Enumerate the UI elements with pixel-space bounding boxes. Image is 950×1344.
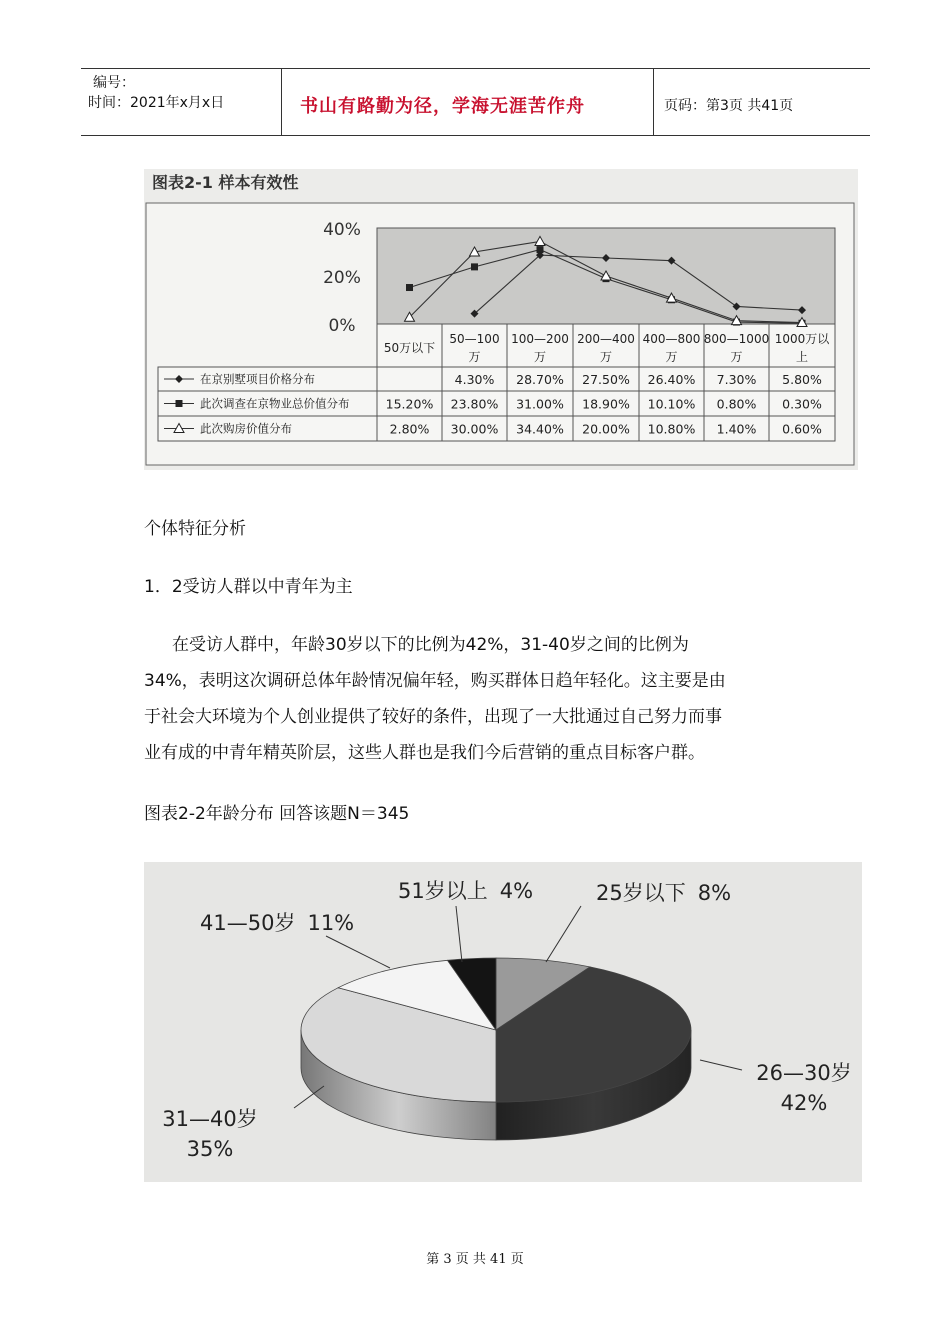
paragraph-line: 业有成的中青年精英阶层，这些人群也是我们今后营销的重点目标客户群。 [144,743,705,763]
data-label: 0.60% [782,421,822,437]
slice-percent: 42% [780,1091,828,1115]
data-label: 20.00% [582,421,630,437]
data-label: 0.80% [716,396,757,412]
y-tick-label: 20% [323,268,361,288]
data-label: 1.40% [716,421,757,437]
data-label: 15.20% [385,396,434,412]
legend-label: 在京别墅项目价格分布 [200,372,315,386]
pie-chart [144,862,862,1182]
slice-label: 31—40岁 [162,1107,258,1131]
header-divider [653,68,654,136]
x-tick-label: 万 [730,350,743,364]
pie-label [756,1061,851,1115]
header-top-rule [81,68,870,69]
chart-title: 图表2-1 样本有效性 [152,173,299,192]
x-tick-label: 万 [599,350,613,364]
data-label: 5.80% [782,372,822,387]
data-label: 28.70% [516,372,564,387]
slice-percent: 8% [697,881,732,905]
pie-top [301,958,691,1102]
x-tick-label: 50万以下 [383,341,436,355]
slice-label-text: 25岁以下 [596,881,686,905]
x-tick-label: 800—1000 [703,332,770,346]
section-title: 个体特征分析 [144,519,246,539]
x-tick-label: 400—800 [642,332,701,346]
data-label: 0.30% [782,396,822,412]
x-tick-label: 万 [468,350,481,364]
x-tick-label: 1000万以 [774,332,830,346]
page-footer: 第 3 页 共 41 页 [426,1252,524,1267]
paragraph-line: 于社会大环境为个人创业提供了较好的条件，出现了一大批通过自己努力而事 [144,707,722,727]
legend-label: 此次调查在京物业总价值分布 [200,396,350,411]
data-label: 18.90% [582,396,630,412]
slice-label: 26—30岁 [756,1061,852,1085]
number-label: 编号： [93,75,135,91]
x-tick-label: 200—400 [577,332,635,346]
slice-percent: 11% [307,911,355,935]
slice-percent: 35% [186,1137,234,1161]
legend-label: 此次购房价值分布 [200,421,292,436]
header-bottom-rule [81,135,870,136]
pie-label [162,1107,257,1161]
data-label: 26.40% [647,372,696,387]
data-label: 30.00% [450,421,499,437]
header-motto: 书山有路勤为径，学海无涯苦作舟 [300,96,585,117]
data-point [176,400,183,407]
x-tick-label: 万 [665,350,678,364]
figure-age-distribution [144,862,862,1182]
leader-line [326,936,390,968]
time-label: 时间：2021年x月x日 [88,95,225,111]
paragraph-line: 34%，表明这次调研总体年龄情况偏年轻，购买群体日趋年轻化。这主要是由 [144,671,726,691]
data-label: 23.80% [450,396,499,412]
y-tick-label: 0% [328,316,356,336]
x-tick-label: 50—100 [449,332,500,346]
subsection-title: 1．2受访人群以中青年为主 [144,577,353,597]
data-point [406,284,413,291]
x-tick-label: 100—200 [511,332,569,346]
y-tick-label: 40% [323,220,361,240]
slice-percent: 4% [499,879,534,903]
header-divider [281,68,282,136]
slice-label-text: 51岁以上 [398,879,488,903]
slice-label [398,879,533,903]
data-point [471,263,478,270]
page-label: 页码：第3页 共41页 [664,98,794,114]
table-cell [377,367,442,391]
data-label: 2.80% [389,421,430,437]
figure-sample-validity [144,169,858,470]
slice-label [200,911,354,935]
pie-label [596,881,731,905]
data-point [537,246,544,253]
leader-line [700,1060,742,1070]
data-label: 7.30% [716,372,757,387]
data-label: 10.80% [647,421,696,437]
pie-label [200,911,354,935]
data-label: 10.10% [647,396,696,412]
line-chart [144,169,858,470]
figure-caption: 图表2-2年龄分布 回答该题N＝345 [144,804,410,824]
x-tick-label: 上 [795,350,809,364]
data-label: 34.40% [516,421,564,437]
leader-line [546,906,581,962]
data-label: 31.00% [516,396,564,412]
data-label: 27.50% [582,372,630,387]
pie-label [398,879,533,903]
leader-line [456,906,462,962]
data-label: 4.30% [454,372,495,387]
slice-label [596,881,731,905]
x-tick-label: 万 [533,350,547,364]
paragraph-line: 在受访人群中，年龄30岁以下的比例为42%，31-40岁之间的比例为 [172,635,689,655]
slice-label-text: 41—50岁 [200,911,296,935]
